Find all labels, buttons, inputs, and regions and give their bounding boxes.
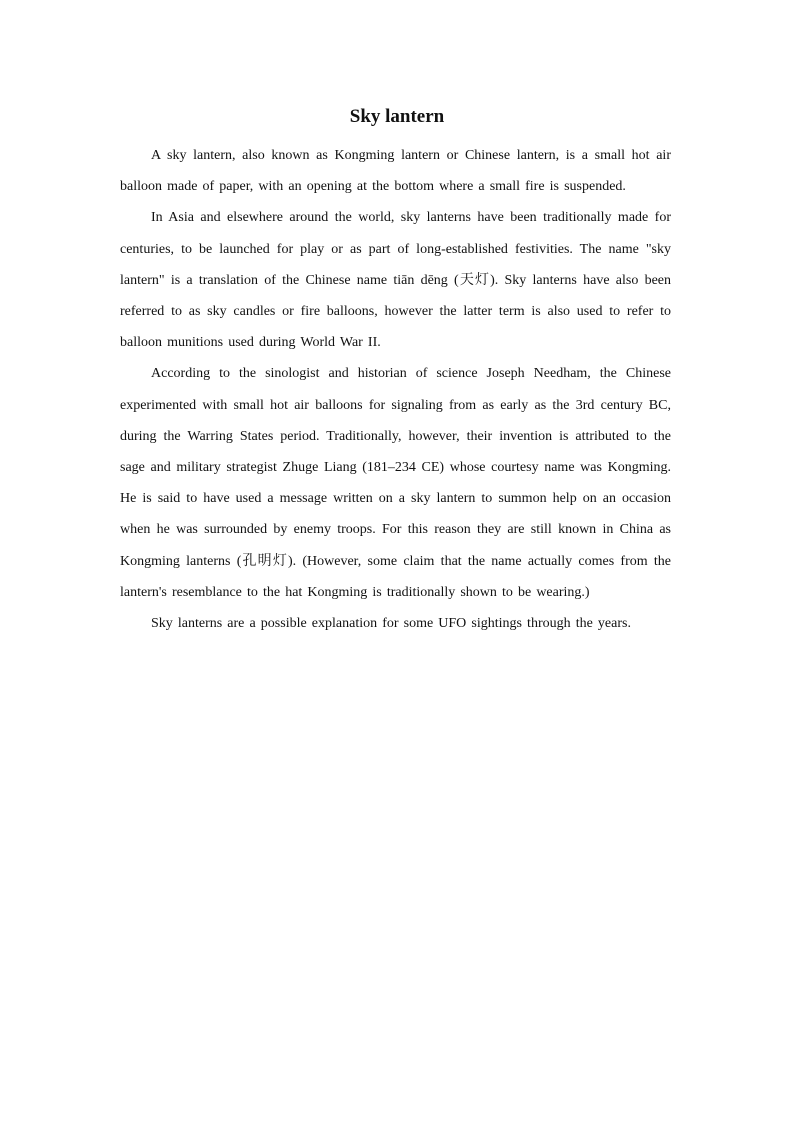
page-title: Sky lantern: [349, 106, 445, 127]
paragraph-intro: A sky lantern, also known as Kongming lantern or Chinese lantern, is a small hot air balloon made of paper, with an opening at the bottom where a small fire is suspended.: [120, 148, 671, 195]
paragraph-ufo: Sky lanterns are a possible explanation for some UFO sightings through the years.: [151, 616, 631, 632]
document-body: [120, 140, 671, 639]
paragraph-origin: According to the sinologist and historian of science Joseph Needham, the Chinese experimented with small hot air balloons for signaling from as early as the 3rd century BC, during the Warring States period. Traditionally, however, their invention is attributed to the sage and military strategist Zhuge Liang (181–234 CE) whose courtesy name was Kongming. He is said to have used a message written on a sky lantern to summon help on an occasion when he was surrounded by enemy troops. For this reason they are still known in China as Kongming lanterns (孔明灯). (However, some claim that the name actually comes from the lantern's resemblance to the hat Kongming is traditionally shown to be wearing.): [120, 366, 671, 600]
paragraph-history: In Asia and elsewhere around the world, sky lanterns have been traditionally made for centuries, to be launched for play or as part of long-established festivities. The name "sky lantern" is a translation of the Chinese name tiān dēng (天灯). Sky lanterns have also been referred to as sky candles or fire balloons, however the latter term is also used to refer to balloon munitions used during World War II.: [120, 210, 671, 351]
